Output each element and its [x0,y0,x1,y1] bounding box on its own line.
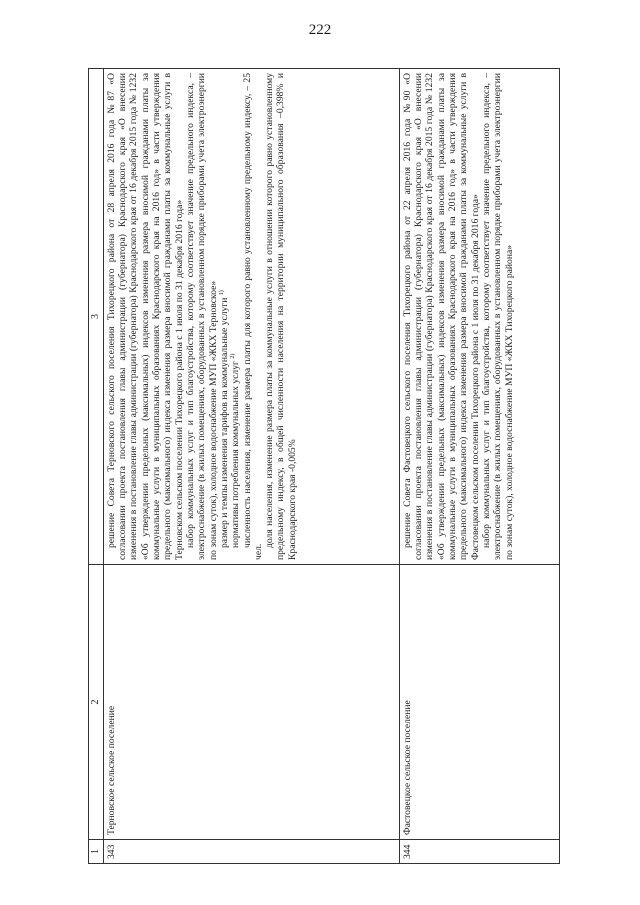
population-paragraph: численность населения, изменение размера платы для которого равно установленному предельному индексу, – 25 чел. [241,73,264,560]
footnote-ref: 1) [218,290,225,296]
decision-paragraph: решение Совета Терновского сельского поселения Тихорецкого района от 28 апреля 2016 года №87 «О согласовании проекта постановления главы администрации (губернатора) Краснодарского края «О внесении изменения в постановление главы администрации (губернатора) Краснодарского края от 16 декабря 2015 года № 1232 «Об утверждении предельных (максимальных) индексов изменения размера вносимой гражданами платы за коммунальные услуги в муниципальных образованиях Краснодарского края на 2016 год» в части утверждения предельного (максимального) индекса изменения размера вносимой гражданами платы за коммунальные услуги в Терновском сельском поселении Тихорецкого района с 1 июля по 31 декабря 2016 года» [105,73,185,560]
row-description [103,69,399,565]
page-number: 222 [308,22,332,38]
table-header-row [89,69,104,864]
row-number: 344 [399,840,559,864]
table-row [103,69,399,864]
settlement-name: Фастовецкое сельское поселение [399,565,559,840]
norms-text: нормативы потребления коммунальных услуг [230,361,242,548]
rotated-table-container [88,69,560,864]
footnote-ref: 2) [230,353,237,359]
tariffs-text: размер и темпы изменения тарифов на коммунальные услуги [218,297,230,548]
norms-paragraph [230,73,241,560]
decision-paragraph: решение Совета Фастовецкого сельского поселения Тихорецкого района от 22 апреля 2016 года №90 «О согласовании проекта постановления главы администрации (губернатора) Краснодарского края «О внесении изменения в постановление главы администрации (губернатора) Краснодарского края от 16 декабря 2015 года № 1232 «Об утверждении предельных (максимальных) индексов изменения размера вносимой гражданами платы за коммунальные услуги в муниципальных образованиях Краснодарского края на 2016 год» в части утверждения предельного (максимального) индекса изменения размера вносимой гражданами платы за коммунальные услуги в Фастовецком сельском поселении Тихорецкого района с 1 июля по 31 декабря 2016 года» [401,73,481,560]
document-table [88,68,560,864]
tariffs-paragraph [219,73,230,560]
share-paragraph: доля населения, изменение размера платы за коммунальные услуги в отношении которого равно установленному предельному индексу, в общей численности населения на территории муниципального образования –0,398% и Краснодарского края -0,005% [264,73,298,560]
column-header-3: 3 [89,69,104,565]
column-header-2: 2 [89,565,104,840]
services-paragraph: набор коммунальных услуг и тип благоустройства, которому соответствует значение предельного индекса, – электроснабжение (в жилых помещениях, оборудованных в установленном порядке приборами учета электроэнергии по зонам суток), холодное водоснабжение МУП «ЖКХ Терновское» [184,73,219,560]
services-paragraph: набор коммунальных услуг и тип благоустройства, которому соответствует значение предельного индекса, – электроснабжение (в жилых помещениях, оборудованных в установленном порядке приборами учета электроэнергии по зонам суток), холодное водоснабжение МУП «ЖКХ Тихорецкого района» [480,73,515,560]
settlement-name: Терновское сельское поселение [103,565,399,840]
row-description [399,69,559,565]
table-row [399,69,559,864]
column-header-1: 1 [89,840,104,864]
row-number: 343 [103,840,399,864]
